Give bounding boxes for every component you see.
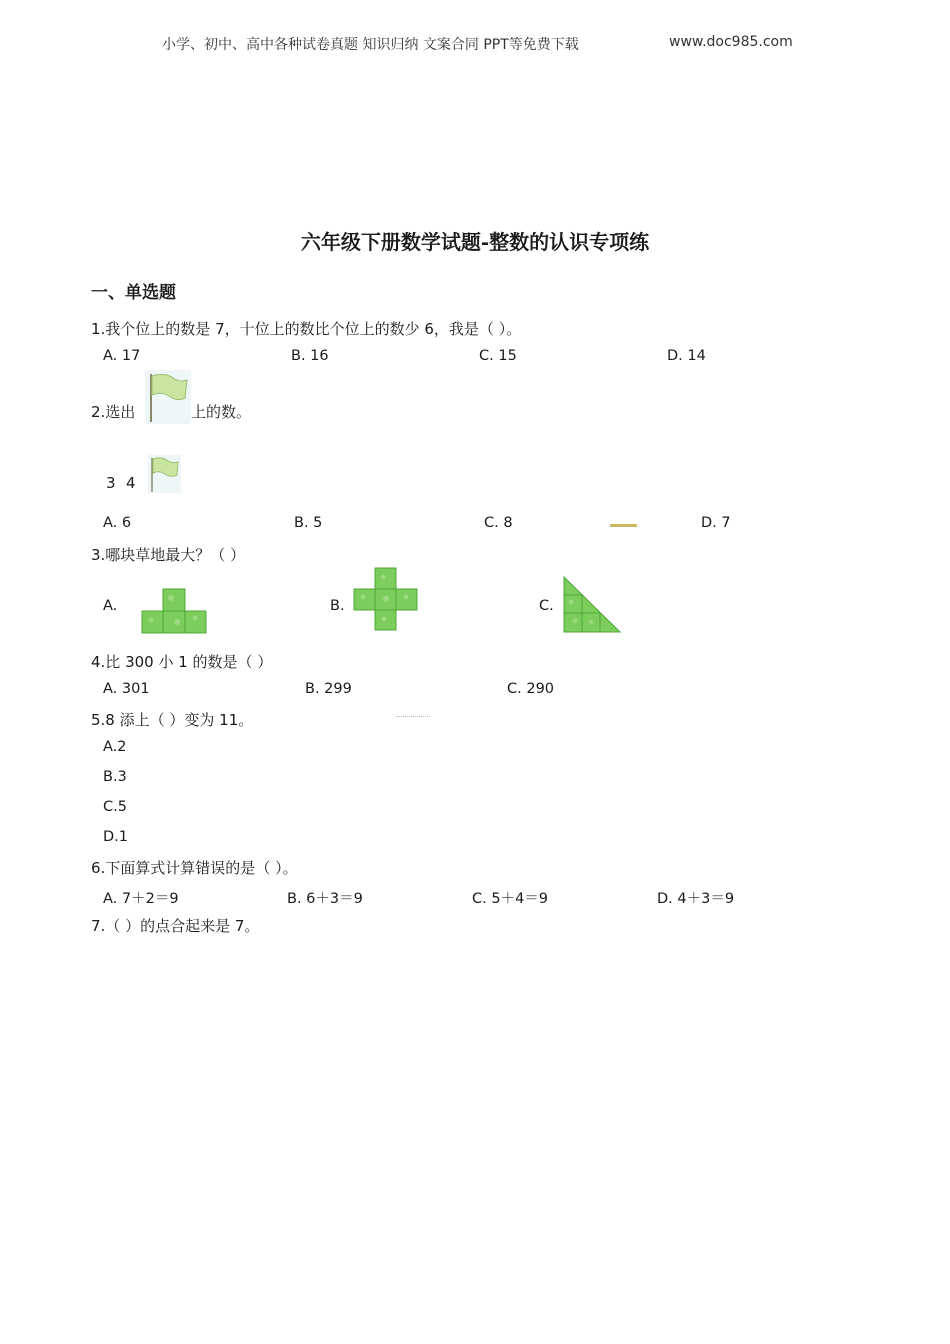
question-1-stem: 1.我个位上的数是 7，十位上的数比个位上的数少 6，我是（ ）。 <box>91 320 522 338</box>
question-7-stem: 7.（ ）的点合起来是 7。 <box>91 917 260 935</box>
question-2-stem-suffix: 上的数。 <box>191 403 252 421</box>
q4-option-b[interactable]: B. 299 <box>305 681 352 697</box>
question-5-stem: 5.8 添上（ ）变为 11。 <box>91 711 254 729</box>
q2-option-a[interactable]: A. 6 <box>103 515 132 531</box>
q1-option-b[interactable]: B. 16 <box>291 348 329 364</box>
q3-option-c[interactable]: C. <box>539 598 554 614</box>
q5-option-b[interactable]: B.3 <box>103 769 127 785</box>
question-6-stem: 6.下面算式计算错误的是（ ）。 <box>91 859 298 877</box>
question-4-stem: 4.比 300 小 1 的数是（ ） <box>91 653 273 671</box>
header-url[interactable]: www.doc985.com <box>669 34 793 50</box>
q1-option-a[interactable]: A. 17 <box>103 348 141 364</box>
q3-option-b[interactable]: B. <box>330 598 345 614</box>
q1-option-c[interactable]: C. 15 <box>479 348 517 364</box>
section-title: 一、单选题 <box>91 283 176 303</box>
q6-option-c[interactable]: C. 5＋4＝9 <box>472 891 549 907</box>
q3-option-a[interactable]: A. <box>103 598 118 614</box>
grass-shape-c <box>563 576 621 633</box>
q2-option-c[interactable]: C. 8 <box>484 515 513 531</box>
question-3-stem: 3.哪块草地最大？（ ） <box>91 546 246 564</box>
flag-icon <box>145 370 191 424</box>
faint-mark <box>396 716 430 720</box>
q5-option-c[interactable]: C.5 <box>103 799 127 815</box>
q6-option-a[interactable]: A. 7＋2＝9 <box>103 891 179 907</box>
q2-number-3: 3 <box>106 474 116 492</box>
grass-shape-a <box>141 588 207 634</box>
q1-option-d[interactable]: D. 14 <box>667 348 706 364</box>
decorative-line <box>610 524 637 527</box>
q5-option-a[interactable]: A.2 <box>103 739 127 755</box>
q2-number-4: 4 <box>126 474 136 492</box>
q2-option-d[interactable]: D. 7 <box>701 515 731 531</box>
header-text: 小学、初中、高中各种试卷真题 知识归纳 文案合同 PPT等免费下载 <box>162 37 579 53</box>
grass-shape-b <box>353 567 418 631</box>
q6-option-b[interactable]: B. 6＋3＝9 <box>287 891 363 907</box>
question-2-stem-prefix: 2.选出 <box>91 403 136 421</box>
flag-icon-small <box>148 455 181 493</box>
page-title: 六年级下册数学试题-整数的认识专项练 <box>300 230 650 254</box>
q2-option-b[interactable]: B. 5 <box>294 515 323 531</box>
q6-option-d[interactable]: D. 4＋3＝9 <box>657 891 735 907</box>
q4-option-c[interactable]: C. 290 <box>507 681 555 697</box>
q5-option-d[interactable]: D.1 <box>103 829 128 845</box>
q4-option-a[interactable]: A. 301 <box>103 681 150 697</box>
